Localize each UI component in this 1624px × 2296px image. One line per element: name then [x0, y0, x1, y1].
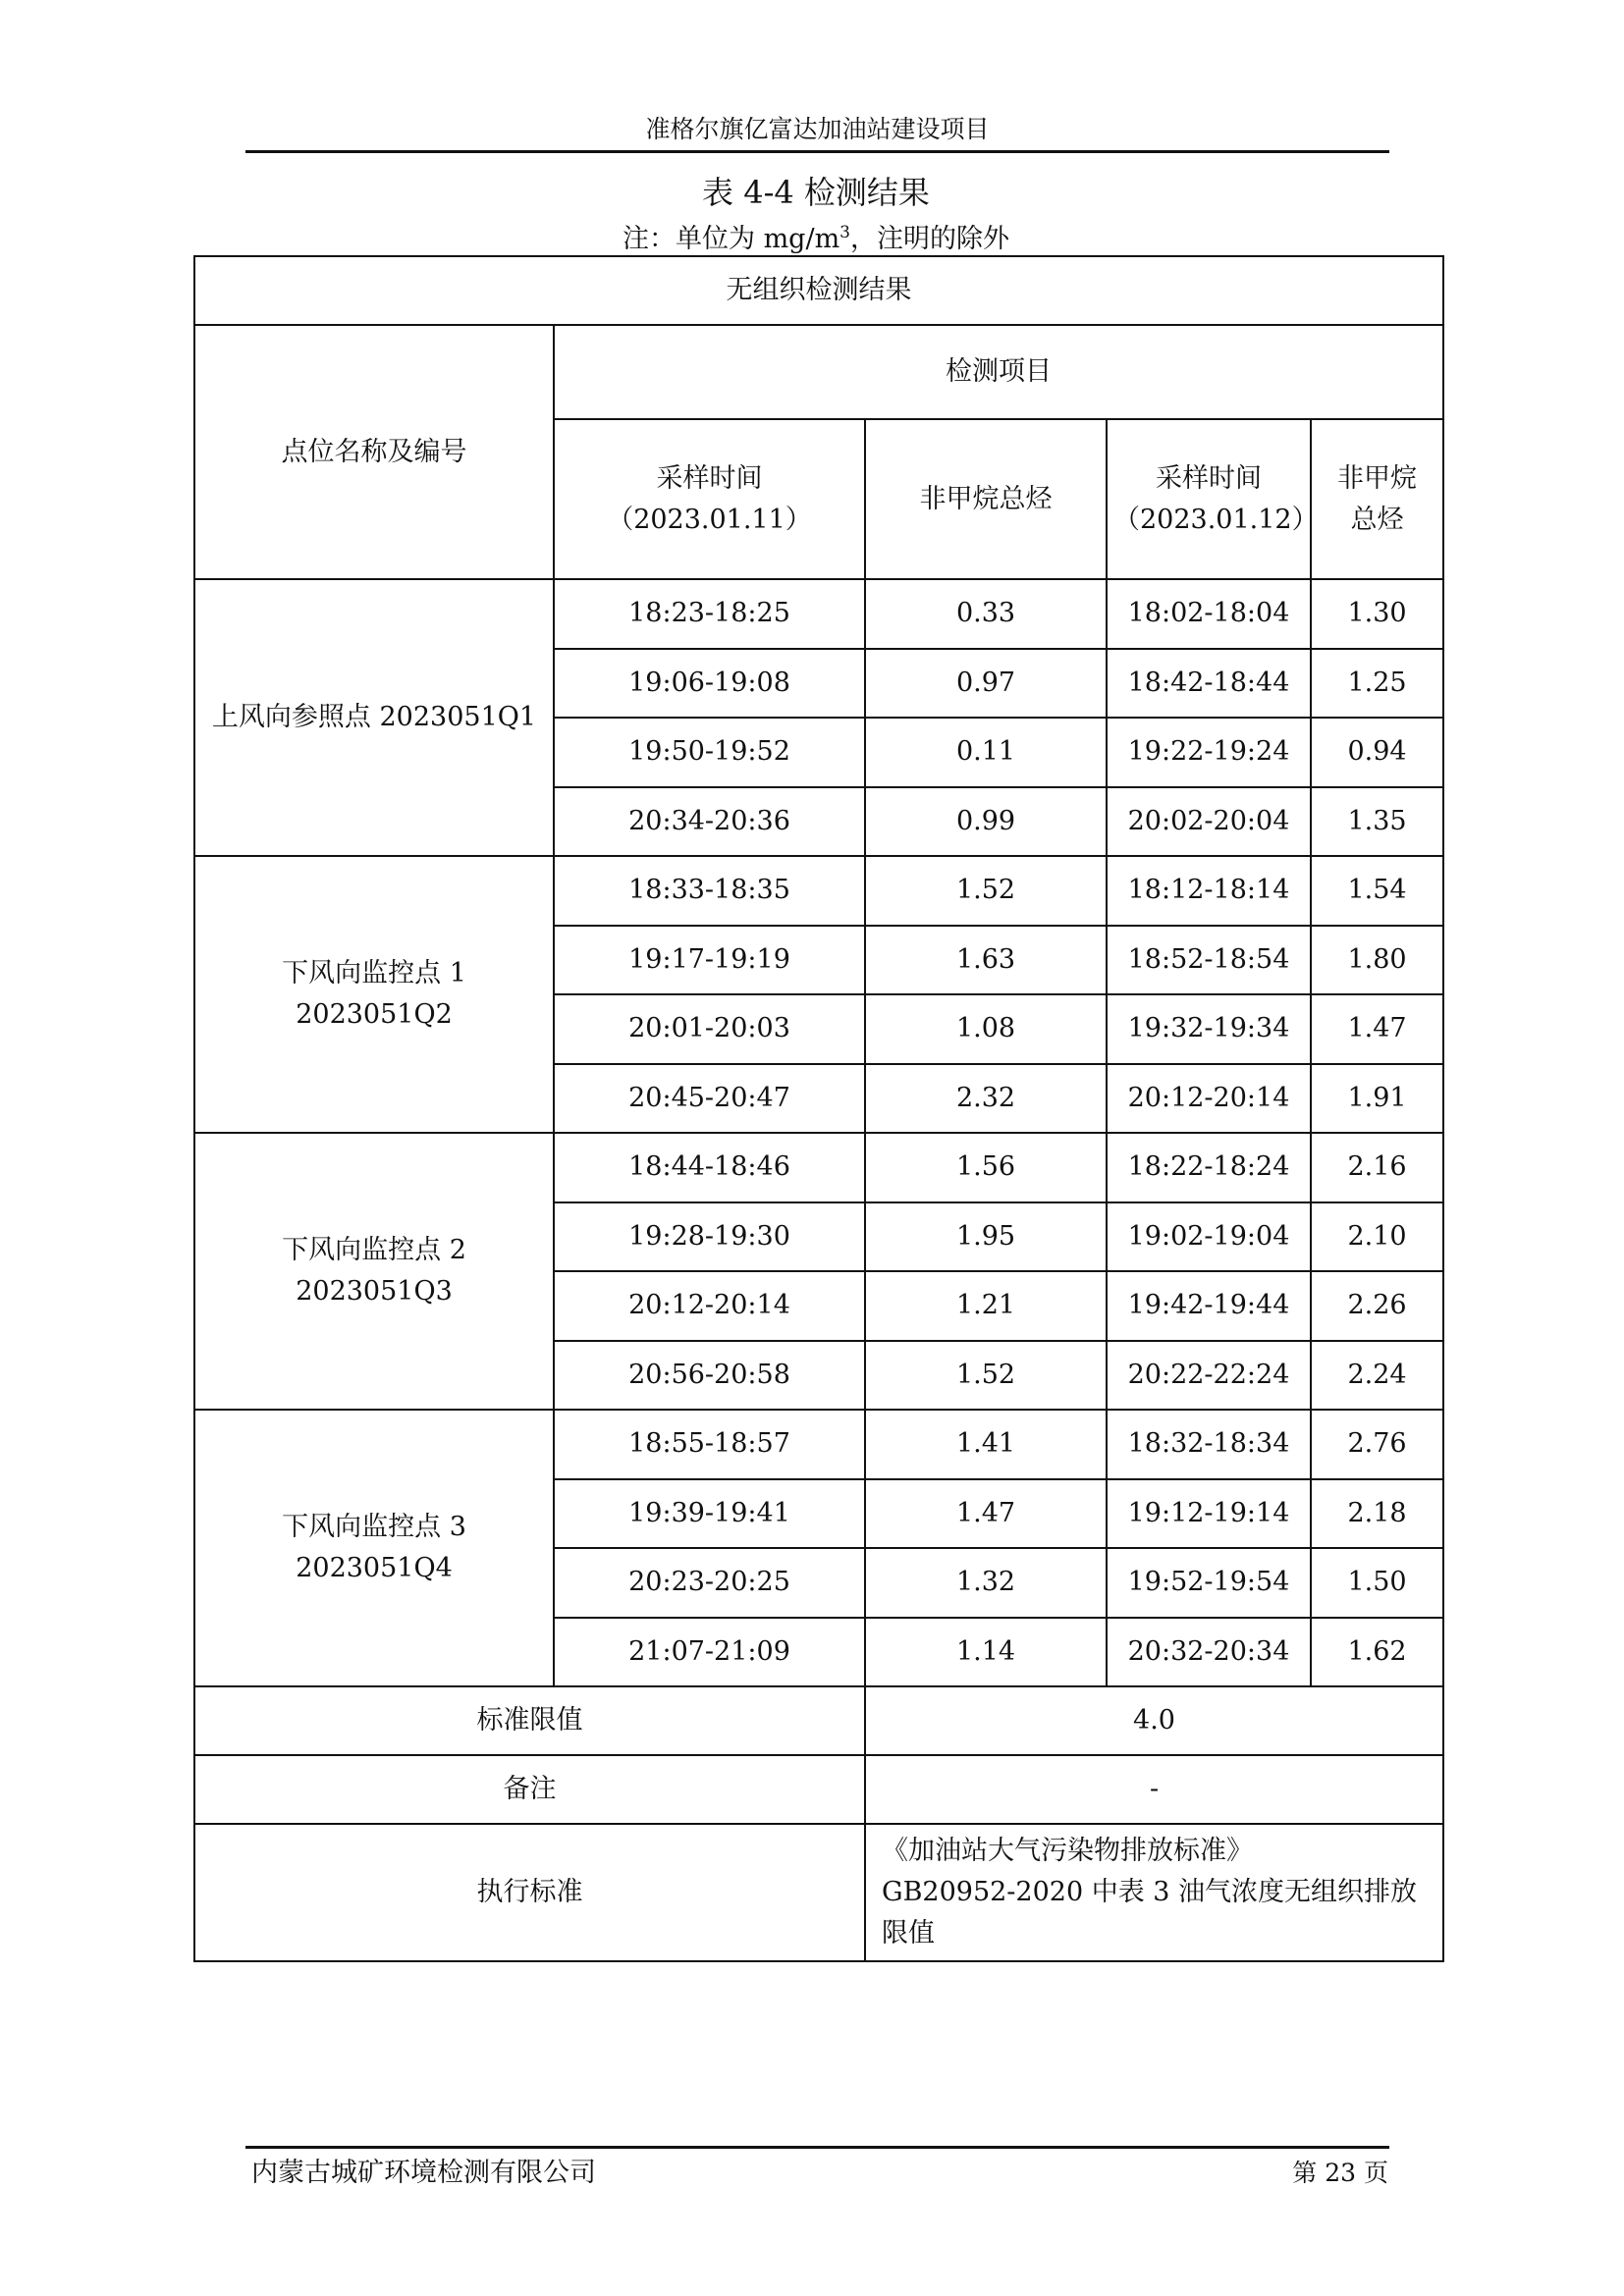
sampling-time-header-day1: [554, 419, 865, 579]
table-row: [194, 1133, 1443, 1202]
nmhc-value-day1-cell: 0.33: [865, 579, 1107, 649]
sampling-date-day1: （2023.01.11）: [607, 504, 812, 535]
nmhc-value-day1-cell: 1.47: [865, 1479, 1107, 1549]
sampling-time-day2-cell: 18:52-18:54: [1107, 926, 1311, 995]
standard-row: [194, 1824, 1443, 1961]
unit-note-superscript: 3: [839, 223, 850, 242]
sampling-time-day2-cell: 20:02-20:04: [1107, 787, 1311, 857]
sampling-date-day2: （2023.01.12）: [1113, 504, 1319, 535]
remark-label: 备注: [194, 1755, 865, 1824]
nmhc-value-day1-cell: 1.14: [865, 1618, 1107, 1687]
header-row-1: [194, 325, 1443, 419]
point-name-cell: [194, 1410, 554, 1686]
nmhc-value-day1-cell: 2.32: [865, 1064, 1107, 1134]
standard-value: [865, 1824, 1443, 1961]
sampling-time-header-day2: [1107, 419, 1319, 579]
sampling-time-day1-cell: 19:17-19:19: [554, 926, 865, 995]
detection-results-table: [193, 255, 1444, 1962]
sampling-time-day1-cell: 18:23-18:25: [554, 579, 865, 649]
sampling-time-day2-cell: 18:12-18:14: [1107, 856, 1311, 926]
nmhc-header-day2: [1311, 419, 1443, 579]
sampling-time-day2-cell: 18:22-18:24: [1107, 1133, 1311, 1202]
nmhc-value-day1-cell: 0.11: [865, 718, 1107, 787]
nmhc-value-day2-cell: 1.47: [1311, 994, 1443, 1064]
header-divider: [245, 150, 1389, 153]
nmhc-value-day2-cell: 2.24: [1311, 1341, 1443, 1411]
point-name-line-1: 下风向监控点 2: [282, 1235, 466, 1265]
nmhc-value-day2-cell: 2.76: [1311, 1410, 1443, 1479]
sampling-time-day1-cell: 21:07-21:09: [554, 1618, 865, 1687]
nmhc-value-day1-cell: 1.95: [865, 1202, 1107, 1272]
remark-value: -: [865, 1755, 1443, 1824]
standard-line-2: GB20952-2020 中表 3 油气浓度无组织排放: [882, 1877, 1418, 1907]
point-name-line-2: 2023051Q3: [296, 1276, 453, 1307]
sampling-time-day1-cell: 20:01-20:03: [554, 994, 865, 1064]
remark-row: [194, 1755, 1443, 1824]
standard-label: 执行标准: [194, 1824, 865, 1961]
nmhc-value-day1-cell: 1.63: [865, 926, 1107, 995]
point-name-line-1: 下风向监控点 1: [282, 958, 466, 988]
point-name-line-2: 2023051Q4: [296, 1553, 453, 1583]
nmhc-header-day2-line1: 非甲烷: [1337, 462, 1418, 494]
nmhc-value-day2-cell: 2.18: [1311, 1479, 1443, 1549]
data-rows: [194, 579, 1443, 1686]
sampling-time-day2-cell: 18:42-18:44: [1107, 649, 1311, 719]
nmhc-value-day1-cell: 1.21: [865, 1271, 1107, 1341]
sampling-time-day1-cell: 20:45-20:47: [554, 1064, 865, 1134]
nmhc-header-day2-line2: 总烃: [1350, 504, 1404, 535]
point-name-line-1: 下风向监控点 3: [282, 1512, 466, 1542]
table-unit-note: [192, 216, 1439, 256]
nmhc-value-day2-cell: 1.50: [1311, 1548, 1443, 1618]
page-number: 第 23 页: [1292, 2159, 1388, 2187]
sampling-time-day1-cell: 20:23-20:25: [554, 1548, 865, 1618]
point-name-line-1: 上风向参照点 2023051Q1: [211, 702, 537, 732]
sampling-time-day1-cell: 19:28-19:30: [554, 1202, 865, 1272]
nmhc-value-day1-cell: 1.52: [865, 1341, 1107, 1411]
point-name-cell: [194, 1133, 554, 1410]
sampling-time-day2-cell: 18:32-18:34: [1107, 1410, 1311, 1479]
nmhc-value-day1-cell: 1.41: [865, 1410, 1107, 1479]
sampling-time-day2-cell: 20:22-22:24: [1107, 1341, 1311, 1411]
nmhc-value-day1-cell: 0.99: [865, 787, 1107, 857]
sampling-time-day1-cell: 18:44-18:46: [554, 1133, 865, 1202]
footer-company: 内蒙古城矿环境检测有限公司: [251, 2158, 596, 2188]
sampling-time-day1-cell: 20:56-20:58: [554, 1341, 865, 1411]
nmhc-value-day2-cell: 1.91: [1311, 1064, 1443, 1134]
sampling-time-day2-cell: 19:12-19:14: [1107, 1479, 1311, 1549]
sampling-time-day2-cell: 19:32-19:34: [1107, 994, 1311, 1064]
sampling-time-day2-cell: 19:02-19:04: [1107, 1202, 1311, 1272]
sampling-time-day2-cell: 19:42-19:44: [1107, 1271, 1311, 1341]
nmhc-value-day2-cell: 2.10: [1311, 1202, 1443, 1272]
document-header-title: 准格尔旗亿富达加油站建设项目: [645, 115, 990, 143]
point-name-header: 点位名称及编号: [194, 325, 554, 579]
nmhc-value-day1-cell: 1.56: [865, 1133, 1107, 1202]
nmhc-value-day2-cell: 1.62: [1311, 1618, 1443, 1687]
sampling-time-day1-cell: 20:34-20:36: [554, 787, 865, 857]
limit-value: 4.0: [865, 1686, 1443, 1755]
unit-note-suffix: ，注明的除外: [850, 224, 1009, 254]
nmhc-value-day2-cell: 1.80: [1311, 926, 1443, 995]
nmhc-value-day2-cell: 1.30: [1311, 579, 1443, 649]
standard-line-3: 限值: [882, 1918, 935, 1949]
point-name-line-2: 2023051Q2: [296, 999, 453, 1030]
sampling-time-day2-cell: 18:02-18:04: [1107, 579, 1311, 649]
nmhc-value-day2-cell: 1.35: [1311, 787, 1443, 857]
sampling-time-day2-cell: 20:12-20:14: [1107, 1064, 1311, 1134]
nmhc-value-day1-cell: 1.52: [865, 856, 1107, 926]
sampling-time-day2-cell: 19:52-19:54: [1107, 1548, 1311, 1618]
nmhc-value-day2-cell: 2.16: [1311, 1133, 1443, 1202]
sampling-time-day1-cell: 18:33-18:35: [554, 856, 865, 926]
sampling-time-day1-cell: 19:50-19:52: [554, 718, 865, 787]
nmhc-value-day2-cell: 2.26: [1311, 1271, 1443, 1341]
limit-row: [194, 1686, 1443, 1755]
table-caption: 表 4-4 检测结果: [702, 174, 930, 211]
table-row: [194, 579, 1443, 649]
standard-line-1: 《加油站大气污染物排放标准》: [882, 1836, 1253, 1866]
limit-label: 标准限值: [194, 1686, 865, 1755]
nmhc-header-day1: 非甲烷总烃: [865, 419, 1107, 579]
sampling-time-day1-cell: 20:12-20:14: [554, 1271, 865, 1341]
sampling-time-day1-cell: 19:39-19:41: [554, 1479, 865, 1549]
nmhc-value-day2-cell: 1.54: [1311, 856, 1443, 926]
section-title: 无组织检测结果: [194, 256, 1443, 325]
section-title-row: [194, 256, 1443, 325]
nmhc-value-day1-cell: 1.08: [865, 994, 1107, 1064]
sampling-time-label-day2: 采样时间: [1156, 462, 1262, 494]
unit-note-prefix: 注：单位为 mg/m: [623, 224, 840, 254]
sampling-time-label-day1: 采样时间: [656, 462, 763, 494]
nmhc-value-day1-cell: 1.32: [865, 1548, 1107, 1618]
table-row: [194, 856, 1443, 926]
sampling-time-day1-cell: 18:55-18:57: [554, 1410, 865, 1479]
sampling-time-day2-cell: 20:32-20:34: [1107, 1618, 1311, 1687]
nmhc-value-day2-cell: 0.94: [1311, 718, 1443, 787]
point-name-cell: [194, 579, 554, 856]
sampling-time-day1-cell: 19:06-19:08: [554, 649, 865, 719]
nmhc-value-day1-cell: 0.97: [865, 649, 1107, 719]
point-name-cell: [194, 856, 554, 1133]
nmhc-value-day2-cell: 1.25: [1311, 649, 1443, 719]
table-row: [194, 1410, 1443, 1479]
footer-divider: [245, 2146, 1389, 2149]
sampling-time-day2-cell: 19:22-19:24: [1107, 718, 1311, 787]
detection-items-header: 检测项目: [554, 325, 1443, 419]
